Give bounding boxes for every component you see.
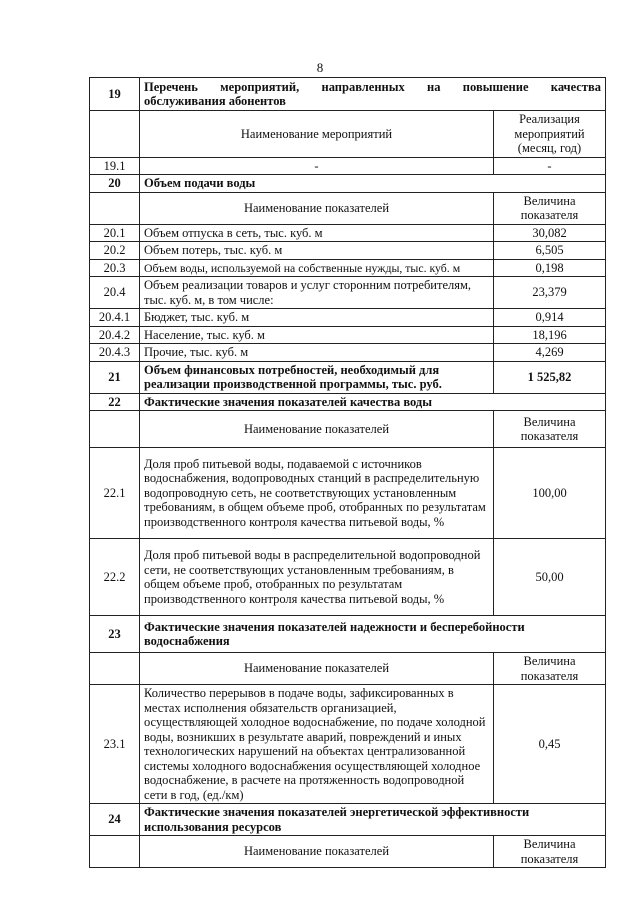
- row-name: Количество перерывов в подаче воды, зафиксированных в местах исполнения обязательств организацией, осуществляющей холодное водоснабжение, по подаче холодной воды, возникших в результате аварий, повреждений и иных технологических нарушений на объектах централизованной системы холодного водоснабжения осуществляющей холодное водоснабжение, в расчете на протяженность водопроводной сети в год, (ед./км): [140, 685, 494, 804]
- empty-cell: [90, 111, 140, 158]
- row-value: 18,196: [494, 326, 606, 344]
- table-row: [90, 344, 606, 362]
- section-value: 1 525,82: [494, 361, 606, 393]
- section-title: Фактические значения показателей качества воды: [140, 393, 606, 411]
- section-24-header-row: [90, 836, 606, 868]
- section-19-row: [90, 78, 606, 111]
- table-row: [90, 539, 606, 616]
- row-number: 20.4.1: [90, 309, 140, 327]
- section-title: Фактические значения показателей надежности и бесперебойности водоснабжения: [140, 616, 606, 653]
- section-title: [140, 78, 606, 111]
- row-number: 20.3: [90, 259, 140, 277]
- section-number: 20: [90, 175, 140, 193]
- row-number: 22.1: [90, 448, 140, 539]
- row-value: 0,914: [494, 309, 606, 327]
- section-24-row: [90, 804, 606, 836]
- section-title: Объем финансовых потребностей, необходимый для реализации производственной программы, тыс. руб.: [140, 361, 494, 393]
- column-header-name: Наименование показателей: [140, 836, 494, 868]
- row-name: Бюджет, тыс. куб. м: [140, 309, 494, 327]
- section-number: 22: [90, 393, 140, 411]
- row-name: Объем реализации товаров и услуг сторонним потребителям, тыс. куб. м, в том числе:: [140, 277, 494, 309]
- row-number: 19.1: [90, 157, 140, 175]
- section-title: Объем подачи воды: [140, 175, 606, 193]
- column-header-name: Наименование показателей: [140, 192, 494, 224]
- section-20-header-row: [90, 192, 606, 224]
- column-header-value: Величина показателя: [494, 192, 606, 224]
- section-20-row: [90, 175, 606, 193]
- column-header-value: Величина показателя: [494, 836, 606, 868]
- table-row: [90, 448, 606, 539]
- section-21-row: [90, 361, 606, 393]
- column-header-name: Наименование показателей: [140, 653, 494, 685]
- section-title: Фактические значения показателей энергетической эффективности использования ресурсов: [140, 804, 606, 836]
- page-number: 8: [316, 60, 324, 75]
- column-header-value: Величина показателя: [494, 653, 606, 685]
- section-23-header-row: [90, 653, 606, 685]
- section-title-line1: Перечень мероприятий, направленных на повышение качества: [144, 79, 602, 94]
- row-name: Доля проб питьевой воды, подаваемой с источников водоснабжения, водопроводных станций в распределительную водопроводную сеть, не соответствующих установленным требованиям, в общем объеме проб, отобранных по результатам производственного контроля качества питьевой воды, %: [140, 448, 494, 539]
- empty-cell: [90, 653, 140, 685]
- row-name: Доля проб питьевой воды в распределительной водопроводной сети, не соответствующих установленным требованиям, в общем объеме проб, отобранных по результатам производственного контроля качества питьевой воды, %: [140, 539, 494, 616]
- table-row: [90, 259, 606, 277]
- column-header-value: Величина показателя: [494, 411, 606, 448]
- row-number: 20.2: [90, 242, 140, 260]
- empty-cell: [90, 411, 140, 448]
- column-header-name: Наименование показателей: [140, 411, 494, 448]
- section-number: 21: [90, 361, 140, 393]
- column-header-name: Наименование мероприятий: [140, 111, 494, 158]
- table-row: [90, 242, 606, 260]
- section-number: 19: [90, 78, 140, 111]
- section-19-header-row: [90, 111, 606, 158]
- row-name: Объем воды, используемой на собственные нужды, тыс. куб. м: [140, 259, 494, 277]
- row-value: 50,00: [494, 539, 606, 616]
- table-row: [90, 685, 606, 804]
- section-number: 23: [90, 616, 140, 653]
- row-name: Объем отпуска в сеть, тыс. куб. м: [140, 224, 494, 242]
- table-row: [90, 309, 606, 327]
- row-name: -: [140, 157, 494, 175]
- row-name: Население, тыс. куб. м: [140, 326, 494, 344]
- section-title-line2: обслуживания абонентов: [144, 94, 286, 108]
- table-row: [90, 277, 606, 309]
- empty-cell: [90, 836, 140, 868]
- row-value: 0,45: [494, 685, 606, 804]
- row-value: -: [494, 157, 606, 175]
- section-22-row: [90, 393, 606, 411]
- row-number: 20.1: [90, 224, 140, 242]
- row-number: 23.1: [90, 685, 140, 804]
- production-program-table: [89, 77, 606, 868]
- table-row: [90, 157, 606, 175]
- row-value: 23,379: [494, 277, 606, 309]
- table-row: [90, 224, 606, 242]
- row-number: 20.4.2: [90, 326, 140, 344]
- row-value: 0,198: [494, 259, 606, 277]
- column-header-value: Реализация мероприятий (месяц, год): [494, 111, 606, 158]
- row-value: 4,269: [494, 344, 606, 362]
- row-number: 20.4: [90, 277, 140, 309]
- row-value: 100,00: [494, 448, 606, 539]
- section-number: 24: [90, 804, 140, 836]
- row-value: 30,082: [494, 224, 606, 242]
- table-row: [90, 326, 606, 344]
- section-22-header-row: [90, 411, 606, 448]
- row-number: 22.2: [90, 539, 140, 616]
- section-23-row: [90, 616, 606, 653]
- row-name: Прочие, тыс. куб. м: [140, 344, 494, 362]
- row-value: 6,505: [494, 242, 606, 260]
- row-name: Объем потерь, тыс. куб. м: [140, 242, 494, 260]
- empty-cell: [90, 192, 140, 224]
- row-number: 20.4.3: [90, 344, 140, 362]
